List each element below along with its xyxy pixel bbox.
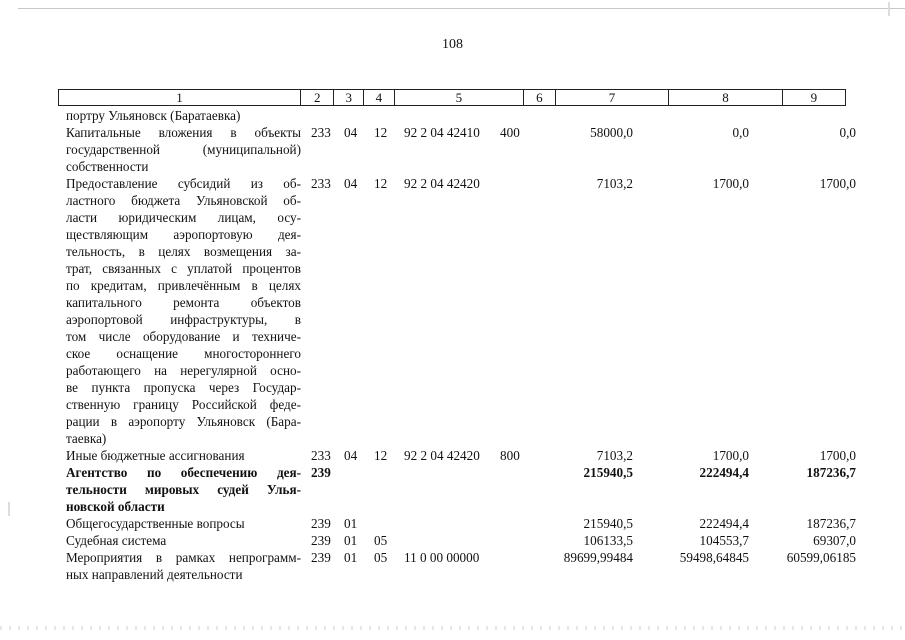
description-line: ственную границу Российской феде- bbox=[66, 397, 301, 412]
top-edge-line bbox=[18, 8, 905, 9]
description-line: Агентство по обеспечению дея- bbox=[66, 465, 301, 480]
cell-c3: 04 bbox=[344, 176, 358, 191]
row-description bbox=[66, 549, 301, 583]
cell-c8: 1700,0 bbox=[712, 176, 749, 191]
cell-c8: 222494,4 bbox=[699, 465, 749, 480]
table-row bbox=[66, 107, 301, 124]
cell-c7: 7103,2 bbox=[596, 448, 633, 463]
cell-c5: 92 2 04 42420 bbox=[404, 448, 480, 463]
header-cell: 5 bbox=[394, 90, 523, 105]
table-row bbox=[66, 549, 856, 583]
scan-mark bbox=[8, 502, 10, 516]
cell-c6: 800 bbox=[500, 448, 520, 463]
description-line: тельность, в целях возмещения за- bbox=[66, 244, 301, 259]
header-cell: 2 bbox=[300, 90, 334, 105]
cell-c3: 01 bbox=[344, 550, 358, 565]
cell-c7: 215940,5 bbox=[583, 465, 633, 480]
cell-c5: 92 2 04 42410 bbox=[404, 125, 480, 140]
cell-c7: 89699,99484 bbox=[563, 550, 633, 565]
description-line: трат, связанных с уплатой процентов bbox=[66, 261, 301, 276]
description-line: собственности bbox=[66, 159, 149, 174]
cell-c2: 239 bbox=[311, 516, 331, 531]
cell-c7: 58000,0 bbox=[590, 125, 633, 140]
row-description bbox=[66, 175, 301, 447]
row-description bbox=[66, 532, 301, 549]
cell-c9: 187236,7 bbox=[806, 516, 856, 531]
row-description bbox=[66, 447, 301, 464]
page-number: 108 bbox=[442, 37, 463, 52]
description-line: Предоставление субсидий из об- bbox=[66, 176, 301, 191]
description-line: Мероприятия в рамках непрограмм- bbox=[66, 550, 301, 565]
cell-c2: 233 bbox=[311, 125, 331, 140]
description-line: ве пункта пропуска через Государ- bbox=[66, 380, 301, 395]
description-line: портру Ульяновск (Баратаевка) bbox=[66, 108, 241, 123]
table-body bbox=[66, 107, 856, 583]
cell-c3: 01 bbox=[344, 516, 358, 531]
table-row bbox=[66, 124, 856, 175]
description-line: капитального ремонта объектов bbox=[66, 295, 301, 310]
table-row bbox=[66, 464, 856, 515]
cell-c4: 12 bbox=[374, 448, 388, 463]
cell-c3: 01 bbox=[344, 533, 358, 548]
cell-c4: 12 bbox=[374, 176, 388, 191]
cell-c4: 05 bbox=[374, 550, 388, 565]
description-line: ласти юридическим лицам, осу- bbox=[66, 210, 301, 225]
header-cell: 4 bbox=[363, 90, 394, 105]
cell-c9: 60599,06185 bbox=[786, 550, 856, 565]
cell-c8: 0,0 bbox=[732, 125, 749, 140]
row-description bbox=[66, 107, 301, 124]
header-cell: 3 bbox=[333, 90, 363, 105]
cell-c7: 106133,5 bbox=[583, 533, 633, 548]
description-line: том числе оборудование и техниче- bbox=[66, 329, 301, 344]
description-line: рации в аэропорту Ульяновск (Бара- bbox=[66, 414, 301, 429]
cell-c2: 239 bbox=[311, 533, 331, 548]
header-cell: 6 bbox=[523, 90, 555, 105]
cell-c3: 04 bbox=[344, 448, 358, 463]
cell-c9: 1700,0 bbox=[819, 448, 856, 463]
cell-c3: 04 bbox=[344, 125, 358, 140]
cell-c2: 239 bbox=[311, 465, 331, 480]
description-line: государственной (муниципальной) bbox=[66, 142, 301, 157]
description-line: новской области bbox=[66, 499, 165, 514]
row-description bbox=[66, 464, 301, 515]
header-cell: 9 bbox=[782, 90, 845, 105]
cell-c8: 1700,0 bbox=[712, 448, 749, 463]
cell-c8: 222494,4 bbox=[699, 516, 749, 531]
description-line: по кредитам, привлечённым в целях bbox=[66, 278, 301, 293]
cell-c5: 11 0 00 00000 bbox=[404, 550, 480, 565]
description-line: Иные бюджетные ассигнования bbox=[66, 448, 245, 463]
description-line: тельности мировых судей Улья- bbox=[66, 482, 301, 497]
description-line: Капитальные вложения в объекты bbox=[66, 125, 301, 140]
cell-c9: 69307,0 bbox=[813, 533, 856, 548]
cell-c9: 187236,7 bbox=[806, 465, 856, 480]
row-description bbox=[66, 124, 301, 175]
cell-c9: 0,0 bbox=[839, 125, 856, 140]
cell-c8: 59498,64845 bbox=[679, 550, 749, 565]
description-line: ществляющим аэропортовую дея- bbox=[66, 227, 301, 242]
description-line: Общегосударственные вопросы bbox=[66, 516, 245, 531]
header-cell: 7 bbox=[555, 90, 669, 105]
table-row bbox=[66, 447, 856, 464]
cell-c7: 7103,2 bbox=[596, 176, 633, 191]
cell-c9: 1700,0 bbox=[819, 176, 856, 191]
cell-c2: 233 bbox=[311, 176, 331, 191]
cell-c7: 215940,5 bbox=[583, 516, 633, 531]
scan-mark bbox=[888, 2, 890, 16]
table-row bbox=[66, 515, 856, 532]
cell-c5: 92 2 04 42420 bbox=[404, 176, 480, 191]
table-header bbox=[58, 89, 846, 106]
row-description bbox=[66, 515, 301, 532]
description-line: ское оснащение многостороннего bbox=[66, 346, 301, 361]
description-line: таевка) bbox=[66, 431, 107, 446]
description-line: работающего на нерегулярной осно- bbox=[66, 363, 301, 378]
table-row bbox=[66, 532, 856, 549]
cell-c4: 05 bbox=[374, 533, 388, 548]
cell-c8: 104553,7 bbox=[699, 533, 749, 548]
bottom-scan-noise bbox=[0, 626, 905, 630]
cell-c6: 400 bbox=[500, 125, 520, 140]
cell-c4: 12 bbox=[374, 125, 388, 140]
table-row bbox=[66, 175, 856, 447]
header-cell: 8 bbox=[668, 90, 782, 105]
header-cell: 1 bbox=[176, 90, 183, 105]
description-line: ных направлений деятельности bbox=[66, 567, 243, 582]
description-line: аэропортовой инфраструктуры, в bbox=[66, 312, 301, 327]
description-line: ластного бюджета Ульяновской об- bbox=[66, 193, 301, 208]
description-line: Судебная система bbox=[66, 533, 167, 548]
cell-c2: 239 bbox=[311, 550, 331, 565]
cell-c2: 233 bbox=[311, 448, 331, 463]
